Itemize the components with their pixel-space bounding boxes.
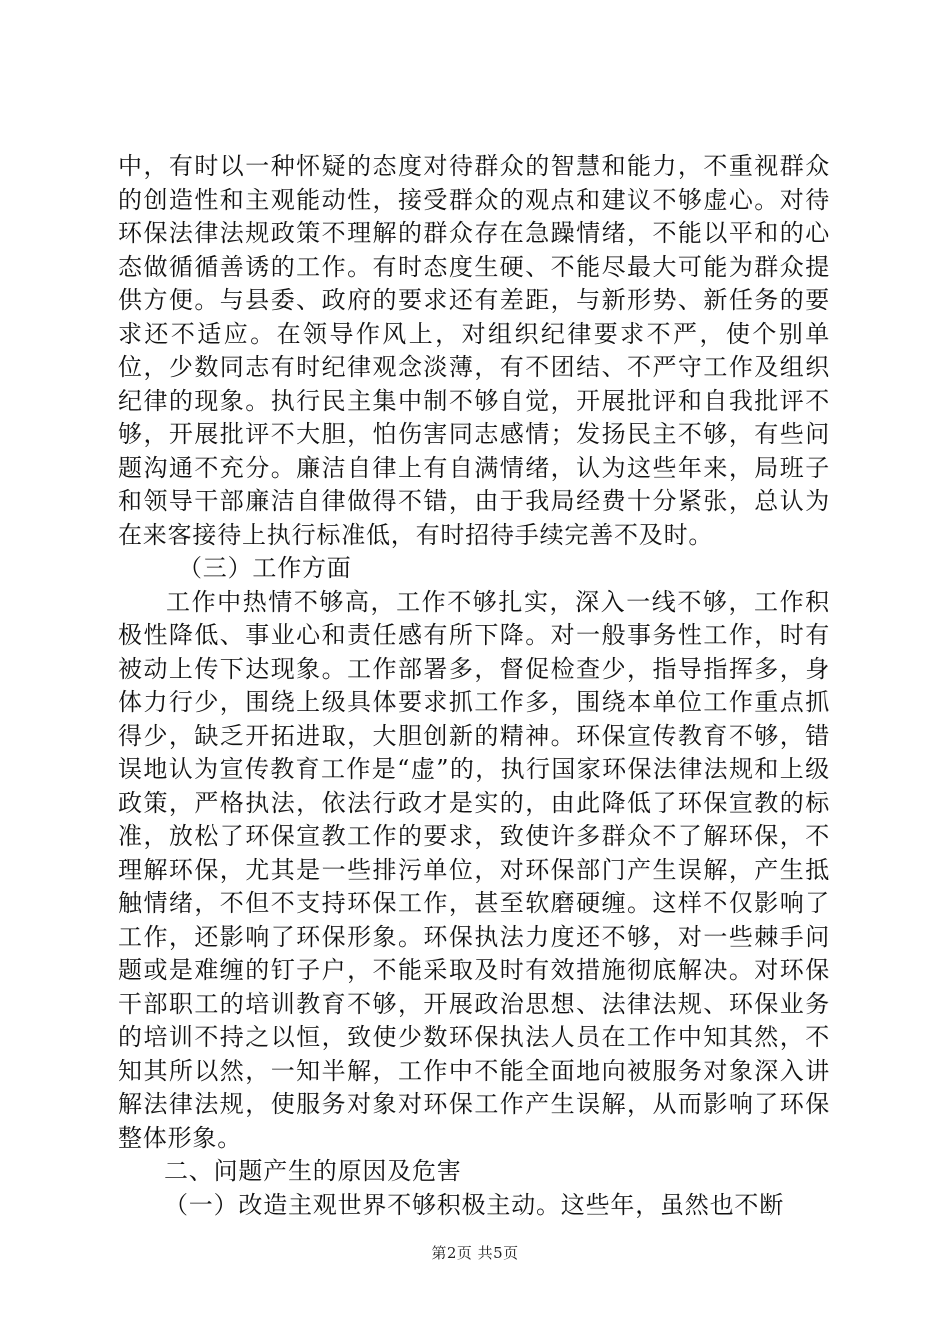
paragraph-leadership-style: 中，有时以一种怀疑的态度对待群众的智慧和能力，不重视群众的创造性和主观能动性，接受群众的观点和建议不够虚心。对待环保法律法规政策不理解的群众存在急躁情绪，不能以平和的心态做循循善诱的工作。有时态度生硬、不能尽最大可能为群众提供方便。与县委、政府的要求还有差距，与新形势、新任务的要求还不适应。在领导作风上，对组织纪律要求不严，使个别单位，少数同志有时纪律观念淡薄，有不团结、不严守工作及组织纪律的现象。执行民主集中制不够自觉，开展批评和自我批评不够，开展批评不大胆，怕伤害同志感情；发扬民主不够，有些问题沟通不充分。廉洁自律上有自满情绪，认为这些年来，局班子和领导干部廉洁自律做得不错，由于我局经费十分紧张，总认为在来客接待上执行标准低，有时招待手续完善不及时。 [118, 152, 830, 549]
page-footer: 第2页 共5页 [431, 1244, 519, 1262]
section-heading-causes: 二、问题产生的原因及危害 [164, 1157, 462, 1185]
paragraph-work: 工作中热情不够高，工作不够扎实，深入一线不够，工作积极性降低、事业心和责任感有所下降。对一般事务性工作，时有被动上传下达现象。工作部署多，督促检查少，指导指挥多，身体力行少，围绕上级具体要求抓工作多，围绕本单位工作重点抓得少，缺乏开拓进取，大胆创新的精神。环保宣传教育不够，错误地认为宣传教育工作是“虚”的，执行国家环保法律法规和上级政策，严格执法，依法行政才是实的，由此降低了环保宣教的标准，放松了环保宣教工作的要求，致使许多群众不了解环保，不理解环保，尤其是一些排污单位，对环保部门产生误解，产生抵触情绪，不但不支持环保工作，甚至软磨硬缠。这样不仅影响了工作，还影响了环保形象。环保执法力度还不够，对一些棘手问题或是难缠的钉子户，不能采取及时有效措施彻底解决。对环保干部职工的培训教育不够，开展政治思想、法律法规、环保业务的培训不持之以恒，致使少数环保执法人员在工作中知其然，不知其所以然，一知半解，工作中不能全面地向被服务对象深入讲解法律法规，使服务对象对环保工作产生误解，从而影响了环保整体形象。 [118, 587, 830, 1152]
paragraph-causes-start: （一）改造主观世界不够积极主动。这些年，虽然也不断 [164, 1190, 784, 1219]
section-heading-work: （三）工作方面 [178, 554, 352, 582]
document-body [118, 150, 830, 1222]
